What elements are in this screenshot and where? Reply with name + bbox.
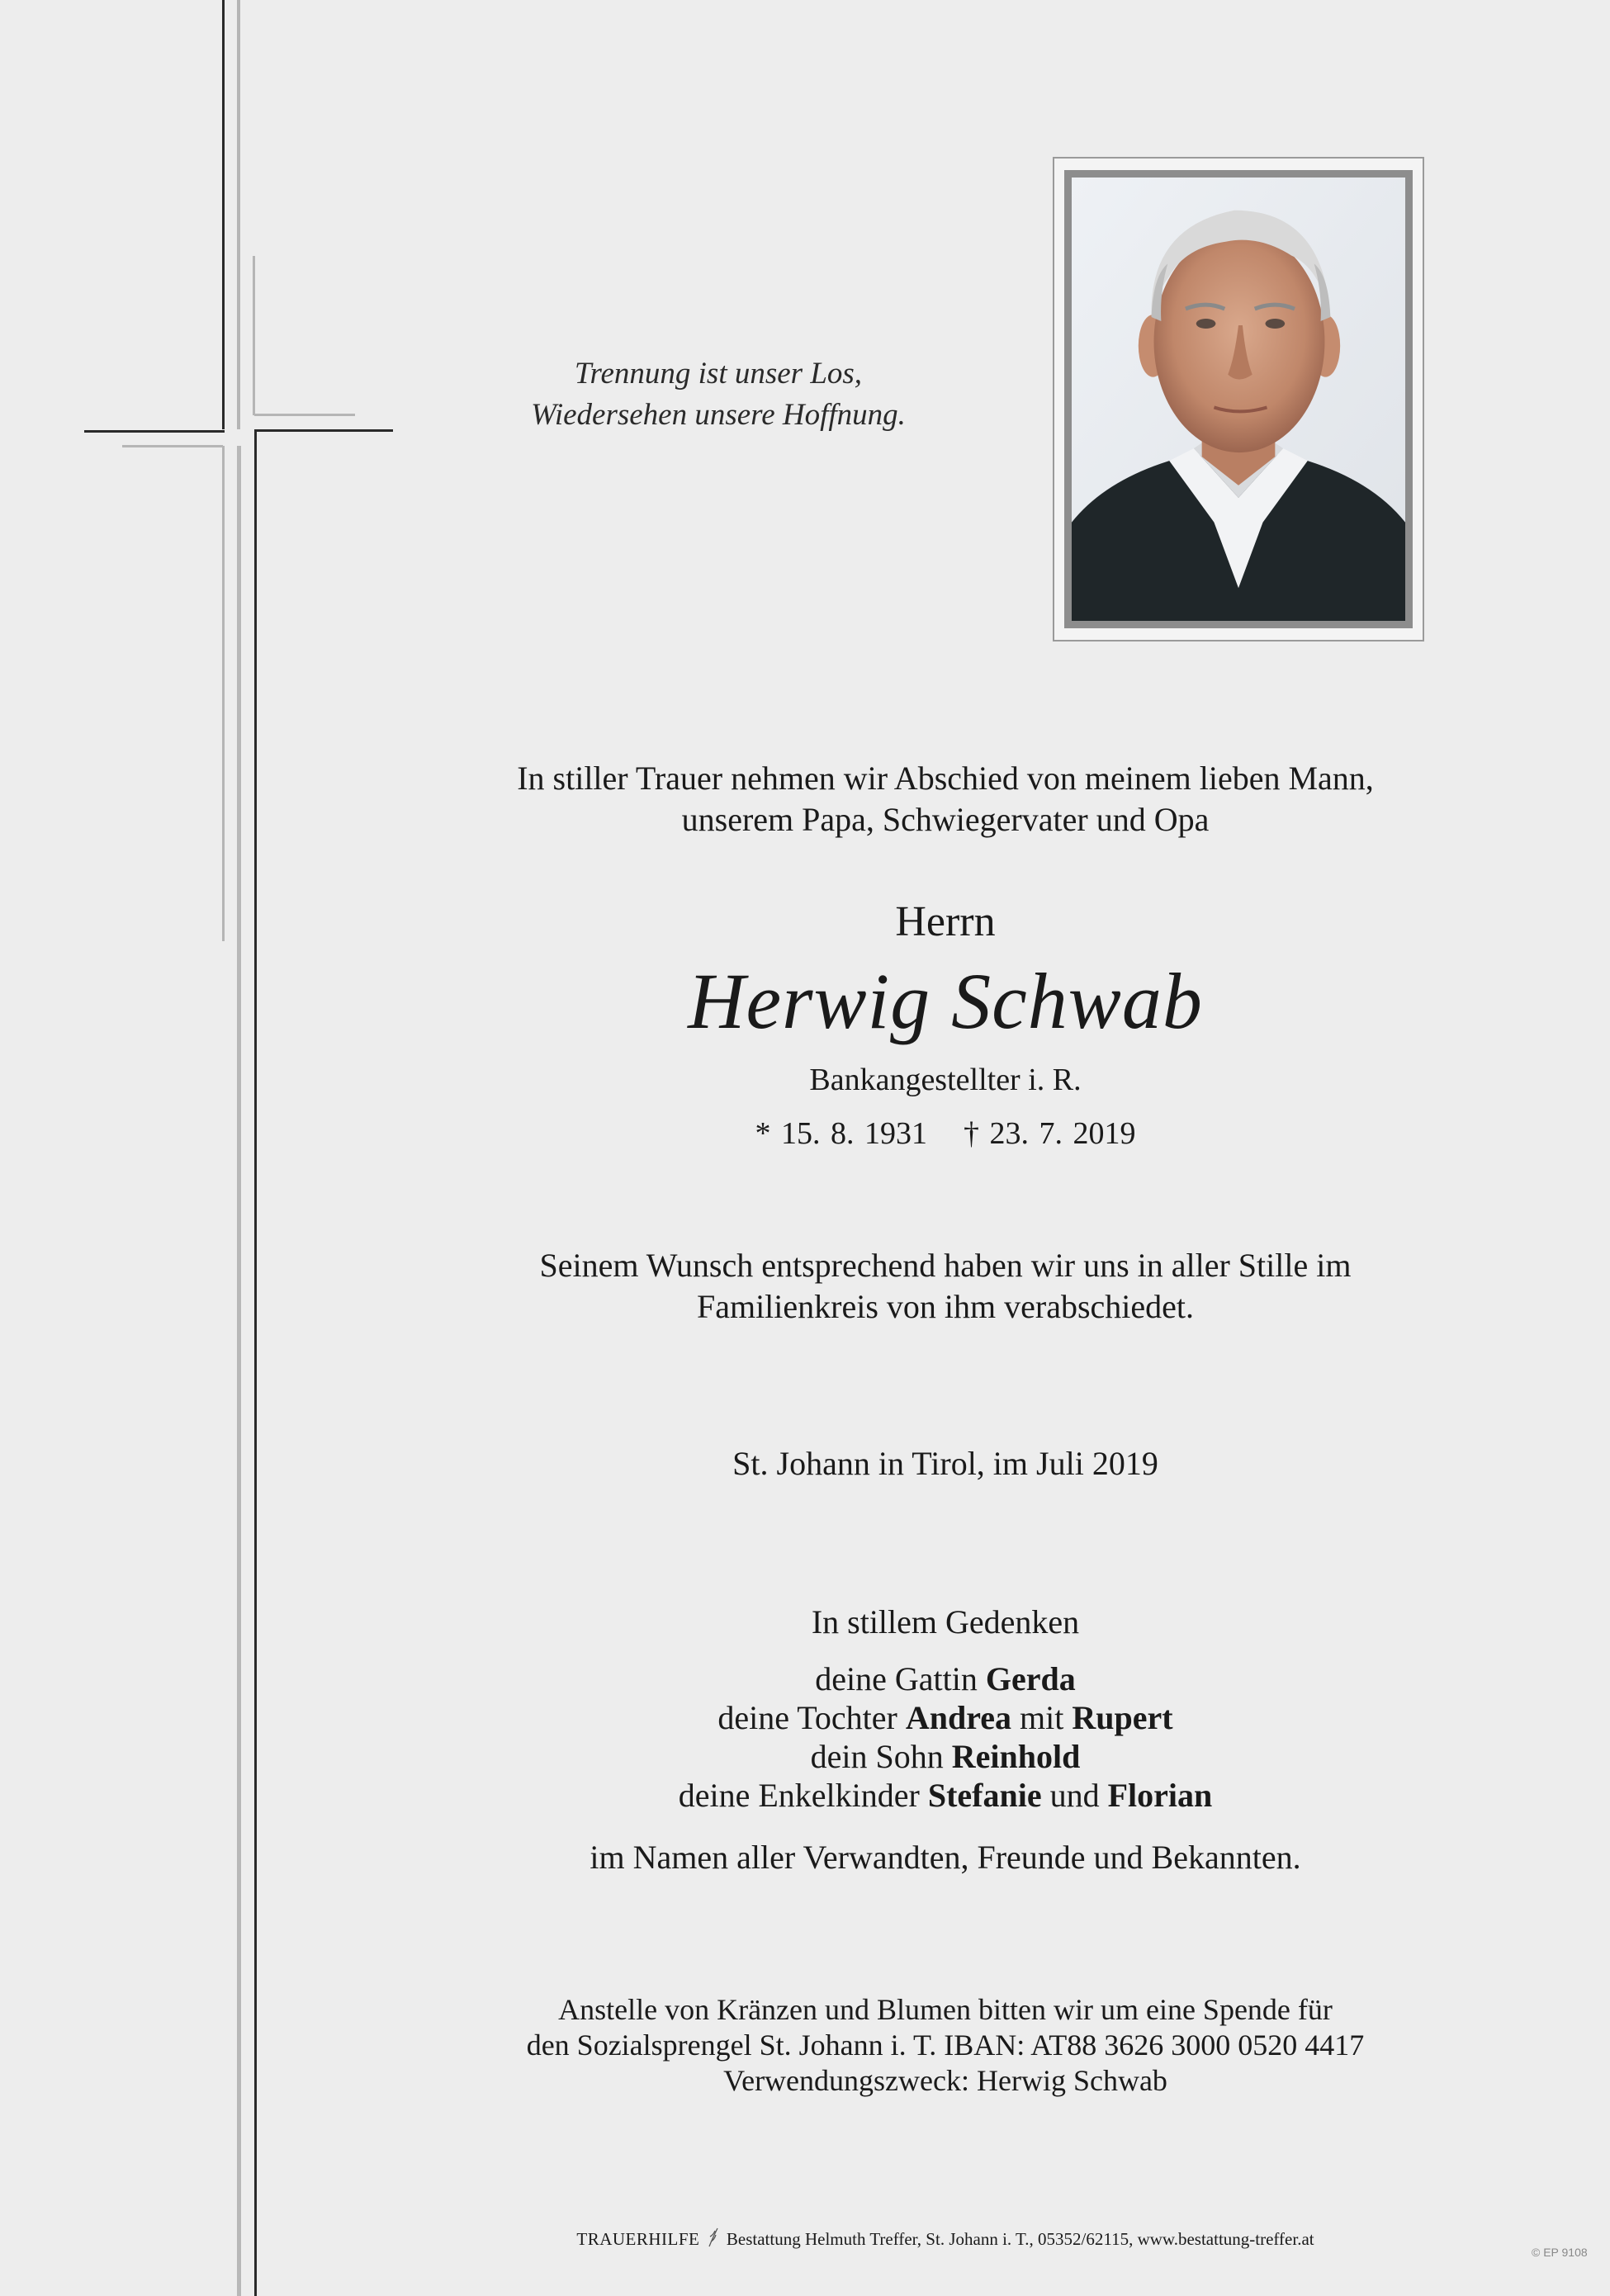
donation-line-1: Anstelle von Kränzen und Blumen bitten wir um eine Spende für xyxy=(558,1993,1333,2026)
motto-line-2: Wiedersehen unsere Hoffnung. xyxy=(531,398,906,432)
cross-horizontal-right-light xyxy=(254,414,355,416)
intro-line-2: unserem Papa, Schwiegervater und Opa xyxy=(681,801,1210,838)
intro-text xyxy=(462,758,1428,840)
wife-name: Gerda xyxy=(985,1660,1076,1697)
memory-heading: In stillem Gedenken xyxy=(811,1603,1080,1640)
wish-line-2: Familienkreis von ihm verabschiedet. xyxy=(696,1288,1195,1325)
cross-vertical-main-light xyxy=(237,446,241,2296)
grandchildren-prefix: deine Enkelkinder xyxy=(678,1777,920,1814)
cross-vertical-lower-light xyxy=(222,446,225,941)
cross-horizontal-right-dark xyxy=(254,429,393,432)
donation-text xyxy=(462,1992,1428,2099)
motto-line-1: Trennung ist unser Los, xyxy=(574,357,863,391)
cross-vertical-main-dark xyxy=(254,431,257,2296)
portrait-frame xyxy=(1053,157,1424,641)
motto xyxy=(462,353,974,436)
family-list xyxy=(462,1659,1428,1815)
footer-text: Bestattung Helmuth Treffer, St. Johann i. T., 05352/62115, www.bestattung-treffer.at xyxy=(726,2229,1314,2249)
death-date: † 23. 7. 2019 xyxy=(964,1116,1136,1151)
deceased-name: Herwig Schwab xyxy=(688,957,1203,1045)
cross-horizontal-light xyxy=(122,445,223,447)
portrait-photo xyxy=(1064,170,1413,628)
place-date: St. Johann in Tirol, im Juli 2019 xyxy=(732,1445,1158,1482)
intro-line-1: In stiller Trauer nehmen wir Abschied von meinem lieben Mann, xyxy=(517,760,1374,797)
salutation: Herrn xyxy=(895,898,996,945)
donation-line-3: Verwendungszweck: Herwig Schwab xyxy=(723,2064,1167,2097)
donation-line-2: den Sozialsprengel St. Johann i. T. IBAN: AT88 3626 3000 0520 4417 xyxy=(526,2029,1365,2062)
form-code: © EP 9108 xyxy=(1532,2246,1588,2259)
wife-prefix: deine Gattin xyxy=(815,1660,978,1697)
cross-horizontal-dark xyxy=(84,430,225,433)
feather-icon xyxy=(708,2227,719,2248)
daughter-prefix: deine Tochter xyxy=(717,1699,897,1736)
portrait-image xyxy=(1072,178,1405,621)
daughter-mit: mit xyxy=(1020,1699,1064,1736)
cross-vertical-upper-dark xyxy=(222,0,225,429)
grandchild-2: Florian xyxy=(1107,1777,1213,1814)
cross-vertical-upper-light xyxy=(237,0,240,429)
family-grandchildren xyxy=(462,1776,1428,1815)
cross-vertical-right-light xyxy=(253,256,255,415)
footer-org: TRAUERHILFE xyxy=(576,2229,700,2249)
grandchild-1: Stefanie xyxy=(927,1777,1042,1814)
son-name: Reinhold xyxy=(951,1738,1081,1775)
life-dates xyxy=(462,1113,1428,1154)
son-prefix: dein Sohn xyxy=(810,1738,944,1775)
birth-date: * 15. 8. 1931 xyxy=(755,1116,927,1151)
grandchildren-und: und xyxy=(1049,1777,1100,1814)
wish-text xyxy=(462,1245,1428,1328)
family-daughter xyxy=(462,1698,1428,1737)
wish-line-1: Seinem Wunsch entsprechend haben wir uns in aller Stille im xyxy=(539,1247,1352,1284)
relatives-line: im Namen aller Verwandten, Freunde und Bekannten. xyxy=(590,1839,1301,1876)
family-son xyxy=(462,1737,1428,1776)
footer xyxy=(462,2227,1428,2250)
occupation: Bankangestellter i. R. xyxy=(809,1063,1082,1097)
family-wife xyxy=(462,1659,1428,1698)
daughter-name: Andrea xyxy=(905,1699,1012,1736)
daughter-partner: Rupert xyxy=(1072,1699,1173,1736)
